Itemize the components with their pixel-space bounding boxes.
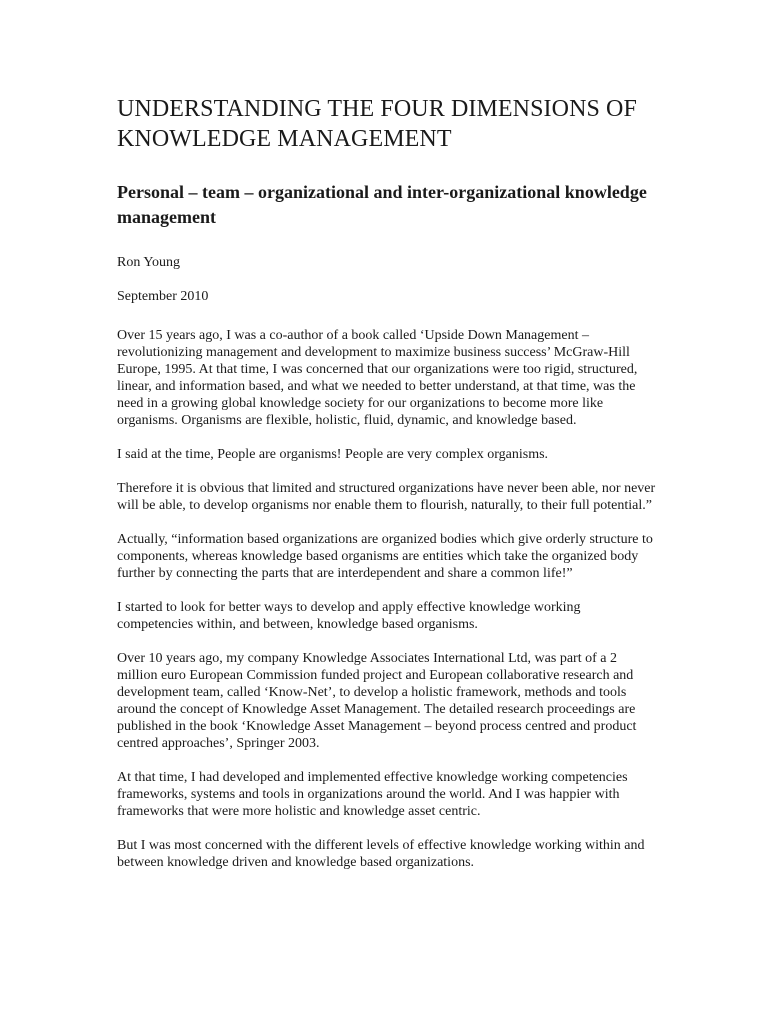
body-paragraph: Over 15 years ago, I was a co-author of a book called ‘Upside Down Management – revolutionizing management and development to maximize business success’ McGraw-Hill Europe, 1995. At that time, I was concerned that our organizations were too rigid, structured, linear, and information based, and what we needed to better understand, at that time, was the need in a growing global knowledge society for our organizations to become more like organisms. Organisms are flexible, holistic, fluid, dynamic, and knowledge based. [117, 328, 638, 428]
publication-date: September 2010 [117, 289, 209, 304]
body-paragraph: I started to look for better ways to develop and apply effective knowledge working competencies within, and between, knowledge based organisms. [117, 600, 581, 632]
body-paragraph: At that time, I had developed and implemented effective knowledge working competencies frameworks, systems and tools in organizations around the world. And I was happier with frameworks that were more holistic and knowledge asset centric. [117, 770, 628, 819]
document-title: UNDERSTANDING THE FOUR DIMENSIONS OF KNOWLEDGE MANAGEMENT [117, 96, 637, 152]
body-paragraph: Therefore it is obvious that limited and structured organizations have never been able, nor never will be able, to develop organisms nor enable them to flourish, naturally, to their full potential.” [117, 481, 656, 513]
body-paragraph: I said at the time, People are organisms! People are very complex organisms. [117, 447, 549, 462]
document-page [117, 94, 657, 871]
body-paragraph: But I was most concerned with the different levels of effective knowledge working within and between knowledge driven and knowledge based organizations. [117, 838, 645, 870]
body-paragraph: Actually, “information based organizations are organized bodies which give orderly structure to components, whereas knowledge based organisms are entities which take the organized body further by connecting the parts that are interdependent and share a common life!” [117, 532, 653, 581]
document-body [117, 327, 657, 871]
body-paragraph: Over 10 years ago, my company Knowledge Associates International Ltd, was part of a 2 million euro European Commission funded project and European collaborative research and development team, called ‘Know-Net’, to develop a holistic framework, methods and tools around the concept of Knowledge Asset Management. The detailed research proceedings are published in the book ‘Knowledge Asset Management – beyond process centred and product centred approaches’, Springer 2003. [117, 651, 637, 751]
document-subtitle: Personal – team – organizational and inter-organizational knowledge management [117, 182, 647, 227]
author-name: Ron Young [117, 255, 181, 270]
